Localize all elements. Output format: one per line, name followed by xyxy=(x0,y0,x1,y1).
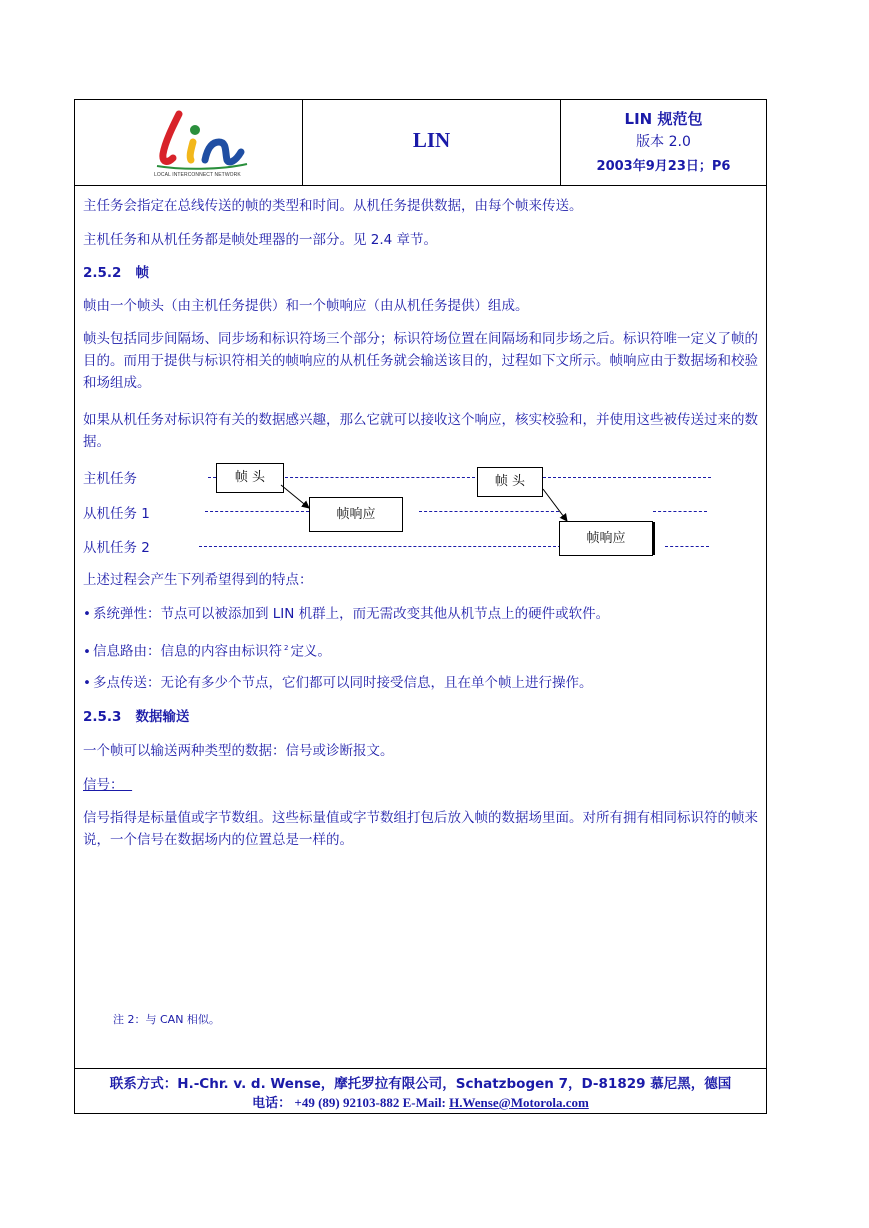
arrow-header-to-response-2 xyxy=(543,489,567,521)
master-task-label: 主机任务 xyxy=(83,471,137,487)
date-page-label: 2003年9月23日；P6 xyxy=(596,159,731,174)
footnote-ref-2: 2 xyxy=(283,644,289,652)
bullet-multicast: • 多点传送：无论有多少个节点，它们都可以同时接受信息，且在单个帧上进行操作。 xyxy=(83,675,593,691)
paragraph-8: 信号指得是标量值或字节数组。这些标量值或字节数组打包后放入帧的数据场里面。对所有拥有相同标识符的帧来说，一个信号在数据场内的位置总是一样的。 xyxy=(83,810,758,848)
section-heading-2-5-3 xyxy=(83,706,761,728)
paragraph-4: 帧头包括同步间隔场、同步场和标识符场三个部分；标识符场位置在间隔场和同步场之后。标识符唯一定义了帧的目的。而用于提供与标识符相关的帧响应的从机任务就会输送该目的，过程如下文所示。帧响应由于数据场和校验和场组成。 xyxy=(83,331,758,391)
page-frame xyxy=(74,99,767,1114)
bullet-message-routing: • 信息路由：信息的内容由标识符 $^2$ 定义。 xyxy=(83,643,331,660)
bullet-mark: • xyxy=(83,675,91,691)
section-title: 帧 xyxy=(135,265,149,281)
section-title: 数据输送 xyxy=(135,709,190,725)
phone-email-line: 电话： +49 (89) 92103-882 E-Mail: H.Wense@Motorola.com xyxy=(252,1095,589,1110)
footer xyxy=(75,1068,766,1113)
frame-header-box-2: 帧 头 xyxy=(477,467,543,497)
paragraph-7: 一个帧可以输送两种类型的数据：信号或诊断报文。 xyxy=(83,743,394,759)
title-cell xyxy=(303,100,561,185)
document-title: LIN xyxy=(412,128,451,152)
section-number: 2.5.2 xyxy=(83,265,122,281)
bullet-system-flexibility: • 系统弹性：节点可以被添加到 LIN 机群上，而无需改变其他从机节点上的硬件或软件。 xyxy=(83,606,610,622)
logo-cell xyxy=(75,100,303,185)
lin-logo-icon xyxy=(151,108,251,172)
logo-caption: LOCAL INTERCONNECT NETWORK xyxy=(154,172,241,178)
frame-header-box-1: 帧 头 xyxy=(216,463,284,493)
document-body xyxy=(75,185,766,1069)
header-table xyxy=(75,100,766,186)
contact-line: 联系方式：H.-Chr. v. d. Wense，摩托罗拉有限公司，Schatzbogen 7，D-81829 慕尼黑，德国 xyxy=(109,1076,732,1092)
email-link[interactable]: H.Wense@Motorola.com xyxy=(449,1095,589,1110)
diagram-arrows xyxy=(75,185,766,585)
paragraph-1: 主任务会指定在总线传送的帧的类型和时间。从机任务提供数据，由每个帧来传送。 xyxy=(83,198,583,214)
info-cell xyxy=(561,100,766,185)
paragraph-6: 上述过程会产生下列希望得到的特点： xyxy=(83,572,313,588)
section-number: 2.5.3 xyxy=(83,709,122,725)
bullet-mark: • xyxy=(83,606,91,622)
arrow-header-to-response-1 xyxy=(281,485,309,508)
slave-task-2-label: 从机任务 2 xyxy=(83,540,150,556)
paragraph-3: 帧由一个帧头（由主机任务提供）和一个帧响应（由从机任务提供）组成。 xyxy=(83,298,529,314)
version-label: 版本 2.0 xyxy=(636,134,691,150)
signal-heading: 信号： xyxy=(83,777,124,793)
frame-response-box-2: 帧响应 xyxy=(559,521,653,556)
frame-response-box-1: 帧响应 xyxy=(309,497,403,532)
paragraph-5: 如果从机任务对标识符有关的数据感兴趣，那么它就可以接收这个响应，核实校验和，并使用这些被传送过来的数据。 xyxy=(83,412,758,450)
slave-task-1-label: 从机任务 1 xyxy=(83,506,150,522)
bullet-mark: • xyxy=(83,643,91,660)
spec-package-label: LIN 规范包 xyxy=(624,110,703,128)
paragraph-2: 主机任务和从机任务都是帧处理器的一部分。见 2.4 章节。 xyxy=(83,232,438,248)
footnote-2: 注 2：与 CAN 相似。 xyxy=(113,1013,220,1026)
